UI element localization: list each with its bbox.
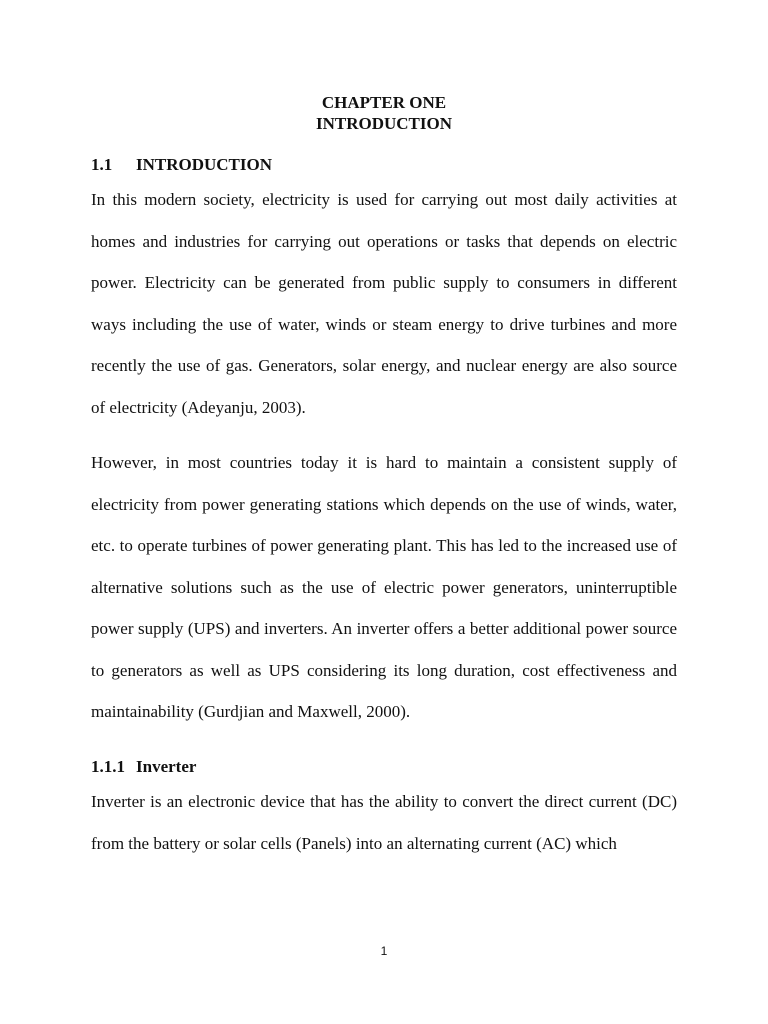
section-heading [91, 154, 272, 176]
subsection-title: Inverter [136, 757, 197, 776]
page-number: 1 [380, 944, 388, 958]
chapter-label: CHAPTER ONE [321, 93, 447, 112]
section-title: INTRODUCTION [136, 155, 273, 174]
paragraph-1: In this modern society, electricity is used for carrying out most daily activities at homes and industries for carrying out operations or tasks that depends on electric power. Electricity can be generated from public supply to consumers in different ways including the use of water, winds or steam energy to drive turbines and more recently the use of gas. Generators, solar energy, and nuclear energy are also source of electricity (Adeyanju, 2003). [91, 190, 677, 417]
paragraph-2: However, in most countries today it is hard to maintain a consistent supply of electricity from power generating stations which depends on the use of winds, water, etc. to operate turbines of power generating plant. This has led to the increased use of alternative solutions such as the use of electric power generators, uninterruptible power supply (UPS) and inverters. An inverter offers a better additional power source to generators as well as UPS considering its long duration, cost effectiveness and maintainability (Gurdjian and Maxwell, 2000). [91, 453, 677, 721]
subsection-number: 1.1.1 [91, 757, 125, 776]
section-number: 1.1 [91, 155, 113, 174]
paragraph-3: Inverter is an electronic device that has the ability to convert the direct current (DC) from the battery or solar cells (Panels) into an alternating current (AC) which [91, 792, 677, 853]
chapter-title-block [0, 92, 768, 134]
subsection-heading [91, 756, 196, 778]
chapter-title: INTRODUCTION [315, 114, 453, 133]
